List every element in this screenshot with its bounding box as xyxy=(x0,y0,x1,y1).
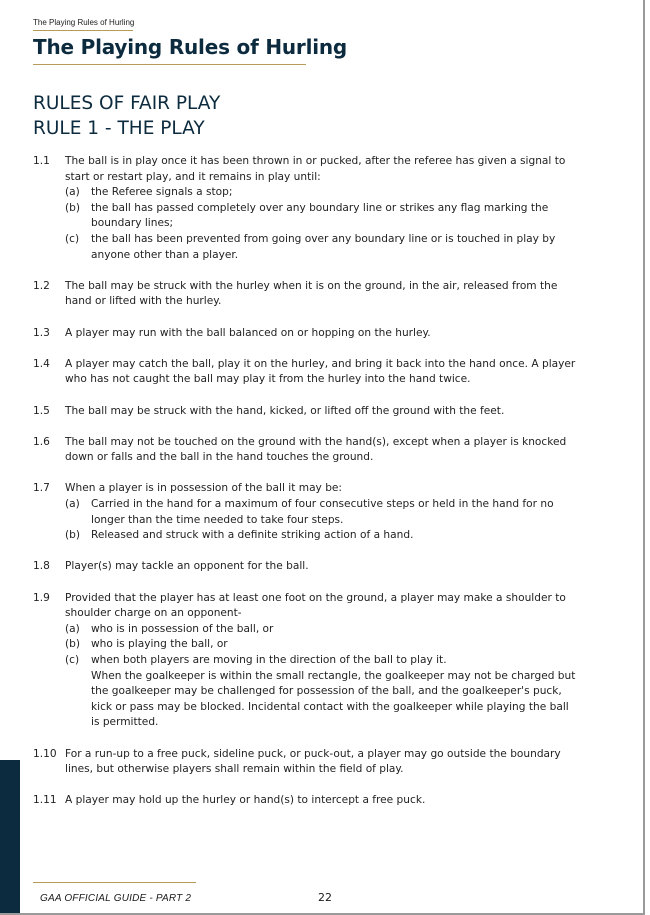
rule-text: For a run-up to a free puck, sideline puck, or puck-out, a player may go outside the boundary lines, but otherwise players shall remain within the field of play. xyxy=(65,747,561,776)
rule-1-6 xyxy=(33,435,578,466)
subclause-label: (b) xyxy=(65,638,80,651)
rule-text: When a player is in possession of the ball it may be: xyxy=(65,482,343,495)
running-header-rule xyxy=(33,30,133,31)
rule-number: 1.1 xyxy=(33,155,50,167)
rule-1-10 xyxy=(33,747,578,778)
rule-number: 1.2 xyxy=(33,279,50,292)
rule-number: 1.3 xyxy=(33,326,50,339)
rule-text: A player may catch the ball, play it on the hurley, and bring it back into the hand once. A player who has not caught the ball may play it from the hurley into the hand twice. xyxy=(65,357,576,386)
rule-subclause xyxy=(65,637,578,653)
subclause-text: who is in possession of the ball, or xyxy=(91,622,274,635)
rule-text: The ball may be struck with the hurley when it is on the ground, in the air, released from the hand or lifted with the hurley. xyxy=(65,279,558,308)
subclause-label: (c) xyxy=(65,232,80,245)
footer-label: GAA OFFICIAL GUIDE - PART 2 xyxy=(40,893,192,904)
rule-1-8 xyxy=(33,559,578,575)
subclause-label: (a) xyxy=(65,498,80,511)
rule-1-3 xyxy=(33,326,578,342)
rule-continuation-text: When the goalkeeper is within the small rectangle, the goalkeeper may not be charged but the goalkeeper may be challenged for possession of the ball, and the goalkeeper's puck, kick or pass may be blocked. Incidental contact with the goalkeeper while playing the ball is permitted. xyxy=(91,669,576,729)
rule-text: Player(s) may tackle an opponent for the ball. xyxy=(65,560,309,573)
rule-subclause xyxy=(65,201,578,232)
rule-number: 1.4 xyxy=(33,357,50,370)
rule-1-11 xyxy=(33,793,578,809)
section-heading-line-2: RULE 1 - THE PLAY xyxy=(33,118,205,139)
rule-number: 1.11 xyxy=(33,794,57,807)
subclause-text: the Referee signals a stop; xyxy=(91,186,233,199)
left-edge-accent-bar xyxy=(0,760,20,915)
rules-list xyxy=(33,154,578,825)
section-heading xyxy=(33,91,220,141)
rule-number: 1.5 xyxy=(33,404,50,417)
rule-text: Provided that the player has at least one foot on the ground, a player may make a shoulder to shoulder charge on an opponent- xyxy=(65,591,566,620)
subclause-label: (a) xyxy=(65,622,80,635)
rule-subclause xyxy=(65,185,578,201)
subclause-text: the ball has been prevented from going over any boundary line or is touched in play by anyone other than a player. xyxy=(91,232,556,261)
page-number: 22 xyxy=(318,891,332,904)
rule-1-5 xyxy=(33,404,578,420)
section-heading-line-1: RULES OF FAIR PLAY xyxy=(33,93,221,114)
subclause-text: the ball has passed completely over any boundary line or strikes any flag marking the boundary lines; xyxy=(91,201,549,230)
title-underline xyxy=(33,64,306,65)
rule-subclause xyxy=(65,653,578,669)
rule-number: 1.7 xyxy=(33,482,50,495)
rule-number: 1.9 xyxy=(33,591,50,604)
rule-1-2 xyxy=(33,279,578,310)
rule-number: 1.10 xyxy=(33,747,57,760)
footer-rule xyxy=(33,882,196,883)
rule-subclause xyxy=(65,622,578,638)
subclause-text: who is playing the ball, or xyxy=(91,638,228,651)
subclause-text: when both players are moving in the direction of the ball to play it. xyxy=(91,654,447,666)
rule-1-4 xyxy=(33,357,578,388)
rule-1-7 xyxy=(33,481,578,543)
subclause-label: (a) xyxy=(65,186,80,199)
subclause-label: (c) xyxy=(65,654,80,666)
rule-number: 1.6 xyxy=(33,435,50,448)
rule-text: A player may hold up the hurley or hand(s) to intercept a free puck. xyxy=(65,794,426,807)
running-header: The Playing Rules of Hurling xyxy=(33,18,135,27)
subclause-text: Carried in the hand for a maximum of four consecutive steps or held in the hand for no longer than the time needed to take four steps. xyxy=(91,498,554,526)
rule-number: 1.8 xyxy=(33,560,50,573)
rule-text: The ball is in play once it has been thrown in or pucked, after the referee has given a signal to start or restart play, and it remains in play until: xyxy=(65,155,566,183)
rule-text: The ball may be struck with the hand, kicked, or lifted off the ground with the feet. xyxy=(65,404,505,417)
rule-1-1 xyxy=(33,154,578,263)
subclause-text: Released and struck with a definite striking action of a hand. xyxy=(91,529,414,542)
rule-text: The ball may not be touched on the ground with the hand(s), except when a player is knocked down or falls and the ball in the hand touches the ground. xyxy=(65,435,567,464)
subclause-label: (b) xyxy=(65,529,80,542)
document-title: The Playing Rules of Hurling xyxy=(33,35,348,59)
subclause-label: (b) xyxy=(65,201,80,214)
rule-1-9 xyxy=(33,591,578,731)
rule-text: A player may run with the ball balanced on or hopping on the hurley. xyxy=(65,326,431,339)
rule-subclause xyxy=(65,497,578,528)
rule-subclause xyxy=(65,232,578,263)
rule-subclause xyxy=(65,528,578,544)
